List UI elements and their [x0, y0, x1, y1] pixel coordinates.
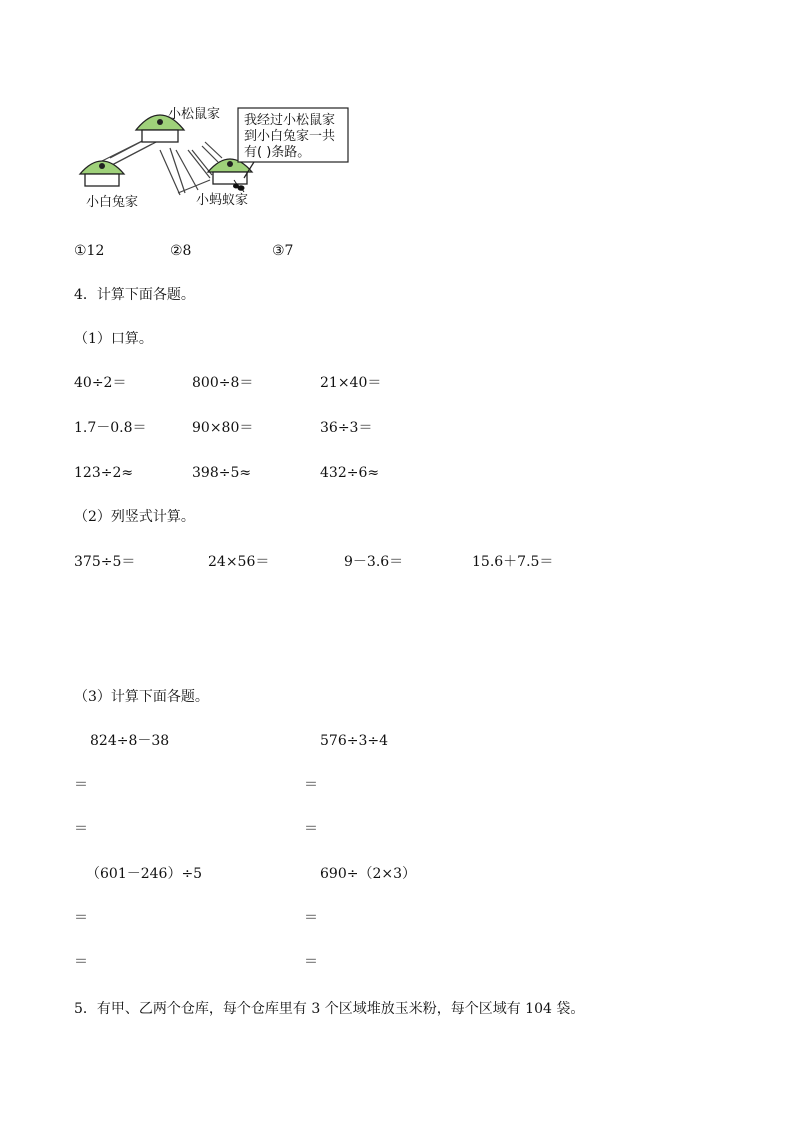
equals-sign: ＝ — [74, 777, 88, 793]
step-expression: 824÷8－38 — [90, 733, 170, 749]
mental-calc-item: 432÷6≈ — [320, 465, 380, 481]
q4-part2-title: （2）列竖式计算。 — [74, 509, 195, 525]
mental-calc-item: 36÷3＝ — [320, 420, 373, 436]
choice-3: ③7 — [272, 243, 294, 259]
step-expression: （601－246）÷5 — [86, 866, 203, 882]
paths-figure — [60, 100, 420, 220]
vertical-calc-item: 375÷5＝ — [74, 554, 136, 570]
ant-home-label: 小蚂蚁家 — [196, 193, 249, 208]
ant-home-icon — [208, 159, 252, 184]
q4-title: 4．计算下面各题。 — [74, 287, 195, 303]
mental-calc-item: 123÷2≈ — [74, 465, 134, 481]
mental-calc-item: 40÷2＝ — [74, 375, 127, 391]
q4-part3-title: （3）计算下面各题。 — [74, 689, 209, 705]
mental-calc-item: 800÷8＝ — [192, 375, 254, 391]
equals-sign: ＝ — [304, 821, 318, 837]
mental-calc-item: 1.7－0.8＝ — [74, 420, 147, 436]
choice-1: ①12 — [74, 243, 105, 259]
equals-sign: ＝ — [74, 821, 88, 837]
step-expression: 690÷（2×3） — [320, 866, 416, 882]
mental-calc-item: 21×40＝ — [320, 375, 382, 391]
speech-line-2: 到小白兔家一共 — [244, 129, 336, 144]
equals-sign: ＝ — [304, 777, 318, 793]
rabbit-home-icon — [80, 161, 124, 186]
rabbit-home-label: 小白兔家 — [86, 195, 139, 210]
q4-part1-title: （1）口算。 — [74, 331, 153, 347]
q5-text: 5．有甲、乙两个仓库，每个仓库里有 3 个区域堆放玉米粉，每个区域有 104 袋。 — [74, 1001, 585, 1017]
equals-sign: ＝ — [74, 954, 88, 970]
equals-sign: ＝ — [74, 910, 88, 926]
mental-calc-item: 398÷5≈ — [192, 465, 252, 481]
mental-calc-item: 90×80＝ — [192, 420, 254, 436]
vertical-calc-item: 15.6＋7.5＝ — [472, 554, 554, 570]
equals-sign: ＝ — [304, 910, 318, 926]
choice-2: ②8 — [170, 243, 192, 259]
speech-line-3: 有( )条路。 — [244, 145, 311, 160]
equals-sign: ＝ — [304, 954, 318, 970]
squirrel-home-label: 小松鼠家 — [168, 107, 221, 122]
speech-line-1: 我经过小松鼠家 — [244, 113, 336, 128]
step-expression: 576÷3÷4 — [320, 733, 388, 749]
vertical-calc-item: 24×56＝ — [208, 554, 270, 570]
vertical-calc-item: 9－3.6＝ — [344, 554, 404, 570]
